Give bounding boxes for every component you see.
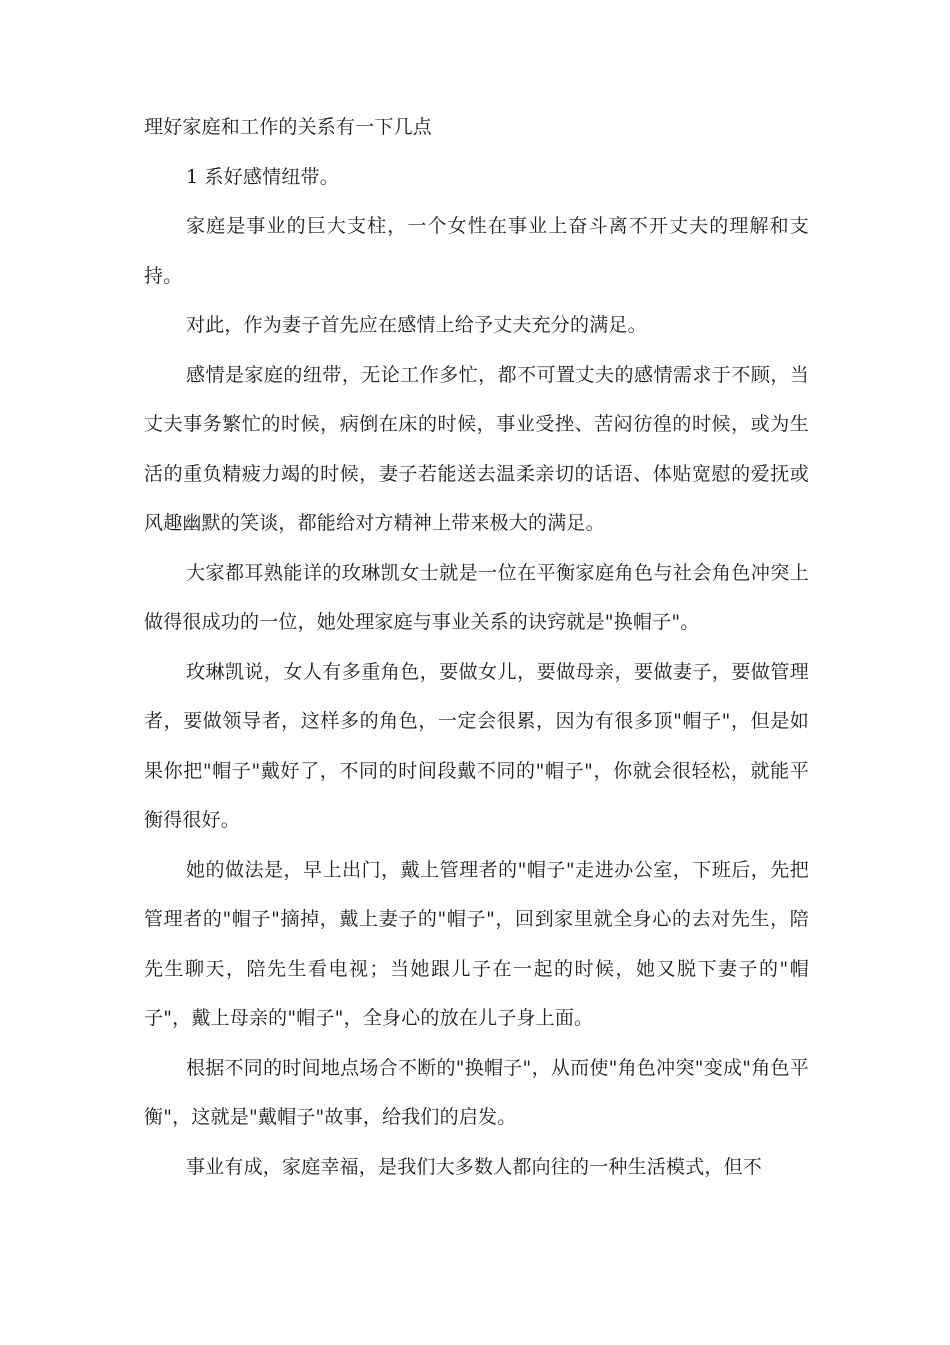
paragraph: 事业有成，家庭幸福，是我们大多数人都向往的一种生活模式，但不 xyxy=(186,1155,763,1178)
paragraph: 大家都耳熟能详的玫琳凯女士就是一位在平衡家庭角色与社会角色冲突上做得很成功的一位，她处理家庭与事业关系的诀窍就是"换帽子"。 xyxy=(144,561,809,633)
paragraph: 家庭是事业的巨大支柱，一个女性在事业上奋斗离不开丈夫的理解和支持。 xyxy=(144,215,809,287)
document-body xyxy=(144,103,809,1192)
section-title: 1 系好感情纽带。 xyxy=(186,165,339,188)
paragraph: 感情是家庭的纽带，无论工作多忙，都不可置丈夫的感情需求于不顾，当丈夫事务繁忙的时候，病倒在床的时候，事业受挫、苦闷彷徨的时候，或为生活的重负精疲力竭的时候，妻子若能送去温柔亲切的话语、体贴宽慰的爱抚或风趣幽默的笑谈，都能给对方精神上带来极大的满足。 xyxy=(144,363,809,534)
paragraph: 对此，作为妻子首先应在感情上给予丈夫充分的满足。 xyxy=(186,314,647,336)
paragraph: 根据不同的时间地点场合不断的"换帽子"，从而使"角色冲突"变成"角色平衡"，这就是"戴帽子"故事，给我们的启发。 xyxy=(144,1056,809,1128)
paragraph: 她的做法是，早上出门，戴上管理者的"帽子"走进办公室，下班后，先把管理者的"帽子"摘掉，戴上妻子的"帽子"，回到家里就全身心的去对先生，陪先生聊天，陪先生看电视；当她跟儿子在一起的时候，她又脱下妻子的"帽子"，戴上母亲的"帽子"，全身心的放在儿子身上面。 xyxy=(144,858,809,1029)
heading-line: 理好家庭和工作的关系有一下几点 xyxy=(144,116,433,138)
paragraph: 玫琳凯说，女人有多重角色，要做女儿，要做母亲，要做妻子，要做管理者，要做领导者，这样多的角色，一定会很累，因为有很多顶"帽子"，但是如果你把"帽子"戴好了，不同的时间段戴不同的"帽子"，你就会很轻松，就能平衡得很好。 xyxy=(144,660,809,831)
